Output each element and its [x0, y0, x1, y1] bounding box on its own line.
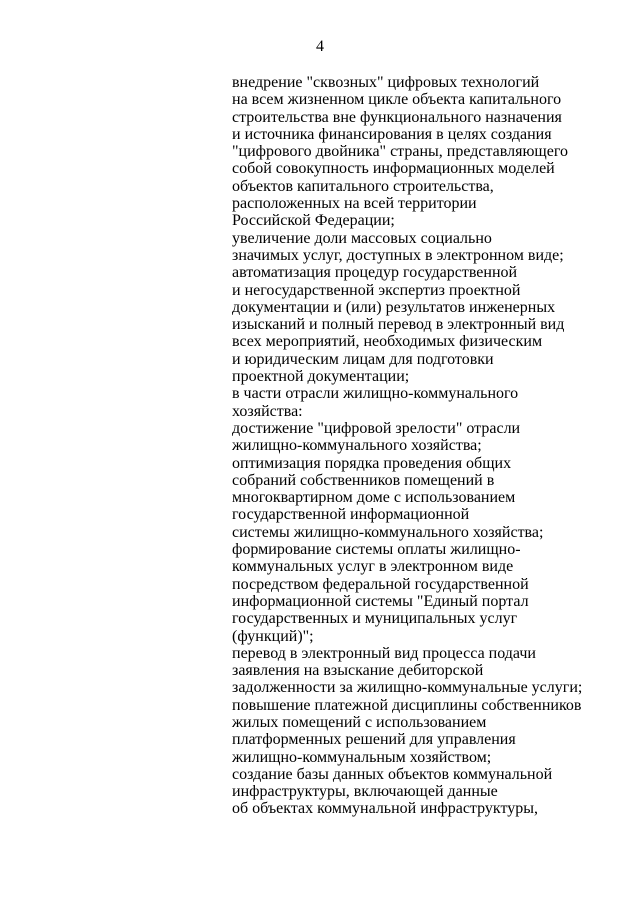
text-line: (функций)"; [232, 627, 314, 645]
text-line: оптимизация порядка проведения общих [232, 454, 512, 472]
text-line: достижение "цифровой зрелости" отрасли [232, 419, 521, 437]
text-line: на всем жизненном цикле объекта капитального [232, 91, 562, 109]
text-line: информационной системы "Единый портал [232, 592, 529, 610]
text-line: увеличение доли массовых социально [232, 229, 492, 247]
text-line: и негосударственной экспертиз проектной [232, 281, 521, 299]
text-line: объектов капитального строительства, [232, 177, 494, 195]
text-line: посредством федеральной государственной [232, 575, 529, 593]
text-line: в части отрасли жилищно-коммунального [232, 385, 519, 403]
text-line: формирование системы оплаты жилищно- [232, 541, 521, 559]
text-line: собой совокупность информационных моделей [232, 160, 555, 178]
text-line: многоквартирном доме с использованием [232, 489, 516, 507]
text-line: инфраструктуры, включающей данные [232, 783, 498, 801]
text-line: автоматизация процедур государственной [232, 264, 518, 282]
text-line: повышение платежной дисциплины собственников [232, 696, 582, 714]
text-line: и источника финансирования в целях создания [232, 125, 552, 143]
text-line: платформенных решений для управления [232, 731, 516, 749]
text-line: жилищно-коммунального хозяйства; [232, 437, 482, 455]
text-line: Российской Федерации; [232, 212, 395, 230]
text-line: всех мероприятий, необходимых физическим [232, 333, 543, 351]
text-line: задолженности за жилищно-коммунальные услуги; [232, 679, 583, 697]
text-line: хозяйства: [232, 402, 303, 420]
text-line: внедрение "сквозных" цифровых технологий [232, 74, 540, 91]
text-line: государственной информационной [232, 506, 470, 524]
text-line: жилых помещений с использованием [232, 713, 487, 731]
text-line: государственных и муниципальных услуг [232, 610, 518, 628]
text-line: и юридическим лицам для подготовки [232, 350, 494, 368]
text-line: расположенных на всей территории [232, 195, 477, 213]
text-line: перевод в электронный вид процесса подачи [232, 644, 536, 662]
text-line: жилищно-коммунальным хозяйством; [232, 748, 492, 766]
page-number: 4 [316, 38, 324, 55]
text-line: заявления на взыскание дебиторской [232, 662, 484, 680]
text-line: проектной документации; [232, 368, 410, 386]
text-line: создание базы данных объектов коммунальной [232, 765, 553, 783]
text-line: изысканий и полный перевод в электронный вид [232, 316, 565, 334]
text-line: "цифрового двойника" страны, представляющего [232, 143, 568, 161]
text-line: собраний собственников помещений в [232, 471, 495, 489]
text-line: значимых услуг, доступных в электронном виде; [232, 246, 564, 264]
text-line: строительства вне функционального назначения [232, 108, 562, 126]
text-line: документации и (или) результатов инженерных [232, 298, 556, 316]
text-line: системы жилищно-коммунального хозяйства; [232, 523, 544, 541]
text-line: об объектах коммунальной инфраструктуры, [232, 800, 538, 818]
body-text [232, 74, 632, 818]
text-line: коммунальных услуг в электронном виде [232, 558, 514, 576]
